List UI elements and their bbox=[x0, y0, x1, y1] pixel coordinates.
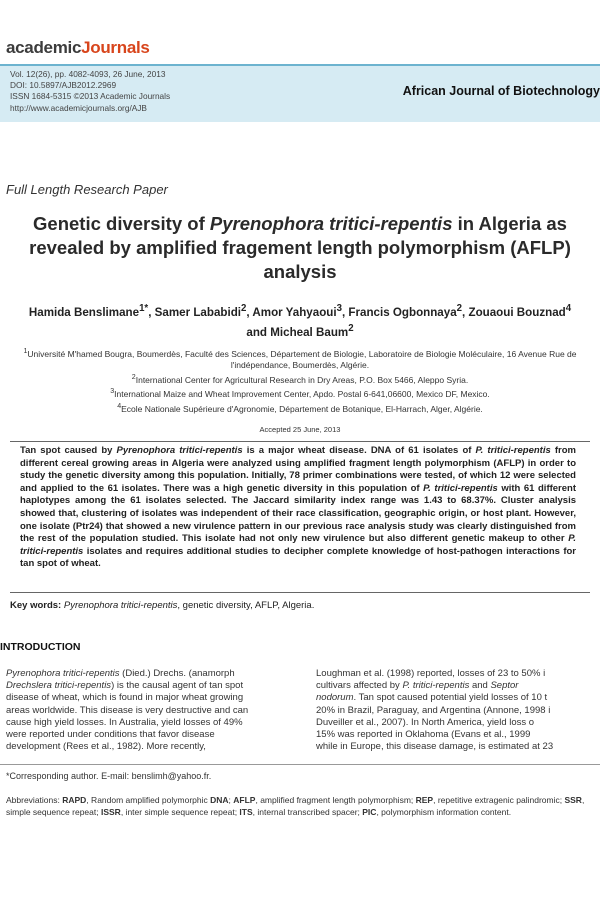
abstract-seg: Tan spot caused by bbox=[20, 445, 117, 456]
author-separator: , bbox=[341, 305, 349, 319]
abstract-box bbox=[10, 441, 590, 593]
intro-line bbox=[6, 717, 296, 729]
abbr-def: , polymorphism information content. bbox=[376, 806, 512, 817]
species-name: Drechslera tritici-repentis bbox=[6, 680, 112, 692]
affiliation-text: Ecole Nationale Supérieure d'Agronomie, Département de Botanique, El-Harrach, Alger, Algérie. bbox=[121, 403, 483, 414]
author-list bbox=[20, 301, 580, 341]
text-segment: Loughman et al. (1998) reported, losses of 23 to 50% i bbox=[316, 668, 546, 679]
affiliation-item bbox=[10, 386, 590, 400]
abbr-term: RAPD bbox=[62, 795, 87, 805]
publisher-logo bbox=[6, 38, 150, 58]
affiliation-mark: 1 bbox=[23, 347, 28, 355]
abstract-seg: isolates and requires additional studies to decipher complete knowledge of host-pathogen interactions for tan spot of wheat. bbox=[20, 545, 576, 570]
author-affil-mark: 4 bbox=[565, 303, 572, 314]
abbr-term: REP bbox=[415, 795, 434, 805]
intro-line bbox=[316, 741, 600, 753]
intro-line bbox=[6, 729, 296, 741]
abbreviations bbox=[6, 795, 596, 818]
intro-line bbox=[316, 680, 600, 692]
introduction-heading: INTRODUCTION bbox=[0, 641, 81, 653]
keywords-rest: , genetic diversity, AFLP, Algeria. bbox=[177, 600, 315, 611]
author-name: Zouaoui Bouznad bbox=[468, 305, 566, 319]
intro-line bbox=[6, 692, 296, 704]
abbr-def: , inter simple sequence repeat; bbox=[120, 806, 240, 817]
intro-right-column bbox=[316, 668, 600, 753]
species-name: P. tritici-repentis bbox=[402, 680, 470, 692]
affiliation-item bbox=[10, 372, 590, 386]
abbr-term: ITS bbox=[239, 806, 253, 817]
author-separator: and bbox=[246, 325, 271, 339]
affiliation-item bbox=[10, 346, 590, 372]
text-segment: ) is the causal agent of tan spot bbox=[111, 680, 244, 692]
author-affil-mark: 3 bbox=[336, 303, 342, 314]
abbr-def: , simple sequence repeat; bbox=[6, 795, 585, 817]
text-segment: . Tan spot caused potential yield losses of 10 t bbox=[353, 692, 548, 704]
meta-doi: DOI: 10.5897/AJB2012.2969 bbox=[10, 80, 117, 91]
text-segment: disease of wheat, which is found in major wheat growing bbox=[6, 692, 244, 704]
abbr-term: PIC bbox=[362, 806, 377, 817]
abstract-species: P. tritici-repentis bbox=[423, 482, 498, 494]
affiliation-mark: 3 bbox=[110, 387, 115, 396]
affiliation-mark: 2 bbox=[131, 373, 136, 382]
text-segment: while in Europe, this disease damage, is estimated at 23 bbox=[316, 741, 554, 753]
abbr-term: DNA bbox=[210, 795, 229, 805]
paper-type: Full Length Research Paper bbox=[6, 182, 168, 197]
affiliations bbox=[10, 346, 590, 415]
author-affil-mark: 2 bbox=[241, 303, 247, 314]
abstract-text bbox=[20, 445, 576, 571]
meta-issn: ISSN 1684-5315 ©2013 Academic Journals bbox=[10, 91, 171, 102]
meta-volume: Vol. 12(26), pp. 4082-4093, 26 June, 2013 bbox=[10, 69, 166, 79]
text-segment: (Died.) Drechs. (anamorph bbox=[119, 668, 235, 679]
text-segment: areas worldwide. This disease is very destructive and can bbox=[6, 704, 249, 716]
affiliation-text: Université M'hamed Bougra, Boumerdès, Faculté des Sciences, Département de Biologie, Laboratoire de Biologie Moléculaire, 16 Avenue Rue de l'indépendance, Boumerdès, Algérie. bbox=[27, 348, 577, 371]
affiliation-text: International Center for Agricultural Research in Dry Areas, P.O. Box 5466, Aleppo Syria. bbox=[135, 374, 469, 385]
intro-line bbox=[316, 705, 600, 717]
paper-title bbox=[20, 212, 580, 284]
text-segment: and bbox=[469, 680, 491, 692]
abbr-def: , repetitive extragenic palindromic; bbox=[433, 795, 565, 805]
text-segment: cultivars affected by bbox=[316, 680, 403, 692]
author-affil-mark: 1* bbox=[139, 303, 149, 314]
author-name: Francis Ogbonnaya bbox=[348, 305, 457, 319]
journal-name: African Journal of Biotechnology bbox=[402, 84, 600, 98]
text-segment: Duveiller et al., 2007). In North America, yield loss o bbox=[316, 716, 535, 728]
author-name: Micheal Baum bbox=[270, 325, 349, 339]
intro-line bbox=[6, 741, 296, 753]
article-meta bbox=[10, 69, 170, 114]
intro-line bbox=[316, 729, 600, 741]
author-affil-mark: 2 bbox=[456, 303, 463, 314]
abstract-seg: with 61 different haplotypes among the 61 isolates selected. The Jaccard similarity index range was 1.43 to 68.37%. Cluster analysis showed that, clustering of isolates was independent of their race classification, geographic origin, or host plant. However, one isolate (Ptr24) that showed a new virulence pattern in our previous race analysis study was clearly distinguished from the rest of the population studied. This isolate had not only new virulence but also different genetic makeup to other bbox=[20, 482, 576, 545]
abbr-def: , internal transcribed spacer; bbox=[252, 806, 363, 817]
title-part2: in Algeria as revealed by amplified fragement length polymorphism (AFLP) analysis bbox=[29, 213, 571, 282]
keywords bbox=[10, 600, 314, 611]
intro-line bbox=[6, 680, 296, 692]
abbr-def: , Random amplified polymorphic bbox=[86, 795, 211, 805]
abbr-label: Abbreviations: bbox=[6, 795, 63, 805]
journal-info-bar bbox=[0, 64, 600, 122]
author-separator: , bbox=[462, 305, 469, 319]
intro-line bbox=[6, 668, 296, 680]
intro-line bbox=[316, 668, 600, 680]
abstract-species: P. tritici-repentis bbox=[475, 445, 551, 456]
abbr-def: , amplified fragment length polymorphism; bbox=[255, 795, 416, 805]
author-name: Amor Yahyaoui bbox=[252, 305, 337, 319]
author-name: Hamida Benslimane bbox=[28, 305, 140, 319]
intro-line bbox=[316, 692, 600, 704]
text-segment: were reported under conditions that favor disease bbox=[6, 729, 215, 741]
author-separator: , bbox=[148, 305, 155, 319]
affiliation-mark: 4 bbox=[117, 401, 122, 410]
abstract-seg: is a major wheat disease. DNA of 61 isolates of bbox=[242, 445, 476, 456]
text-segment: development (Rees et al., 1982). More recently, bbox=[6, 741, 206, 753]
affiliation-item bbox=[10, 401, 590, 415]
intro-left-column bbox=[6, 668, 296, 753]
abbr-term: SSR bbox=[564, 795, 582, 805]
title-species: Pyrenophora tritici-repentis bbox=[209, 213, 453, 234]
corresponding-author: *Corresponding author. E-mail: benslimh@yahoo.fr. bbox=[6, 771, 212, 781]
accepted-date: Accepted 25 June, 2013 bbox=[259, 425, 341, 434]
keywords-species: Pyrenophora tritici-repentis bbox=[61, 600, 178, 611]
abbr-term: ISSR bbox=[100, 806, 121, 817]
species-name: Septor bbox=[490, 680, 519, 692]
species-name: Pyrenophora tritici-repentis bbox=[6, 668, 120, 679]
affiliation-text: International Maize and Wheat Improvement Center, Apdo. Postal 6-641,06600, Mexico DF, Mexico. bbox=[114, 389, 490, 400]
title-part1: Genetic diversity of bbox=[33, 213, 210, 234]
abbr-def: ; bbox=[228, 795, 234, 805]
species-name: nodorum bbox=[316, 692, 354, 704]
abstract-species: Pyrenophora tritici-repentis bbox=[116, 445, 243, 456]
logo-part1: academic bbox=[6, 38, 82, 57]
logo-part2: Journals bbox=[81, 38, 150, 57]
intro-line bbox=[6, 705, 296, 717]
meta-url[interactable]: http://www.academicjournals.org/AJB bbox=[10, 102, 147, 113]
abstract-seg: from different cereal growing areas in Algeria were analyzed using amplified fragment length polymorphism (AFLP) in order to study the genetic diversity among this population. Initially, 78 primer combinations were tested, of which 12 were selected and applied to the 61 isolates. There was a high genetic diversity in this population of bbox=[20, 445, 576, 494]
author-affil-mark: 2 bbox=[348, 322, 354, 334]
abstract-species: P. tritici-repentis bbox=[20, 533, 576, 557]
author-name: Samer Lababidi bbox=[154, 305, 241, 319]
intro-line bbox=[316, 717, 600, 729]
text-segment: 20% in Brazil, Paraguay, and Argentina (Annone, 1998 i bbox=[316, 704, 551, 716]
abbr-term: AFLP bbox=[233, 795, 256, 805]
keywords-label: Key words: bbox=[10, 600, 62, 611]
text-segment: cause high yield losses. In Australia, yield losses of 49% bbox=[6, 716, 243, 728]
author-separator: , bbox=[246, 305, 253, 319]
text-segment: 15% was reported in Oklahoma (Evans et al., 1999 bbox=[316, 729, 531, 741]
footnote-area bbox=[0, 764, 600, 817]
